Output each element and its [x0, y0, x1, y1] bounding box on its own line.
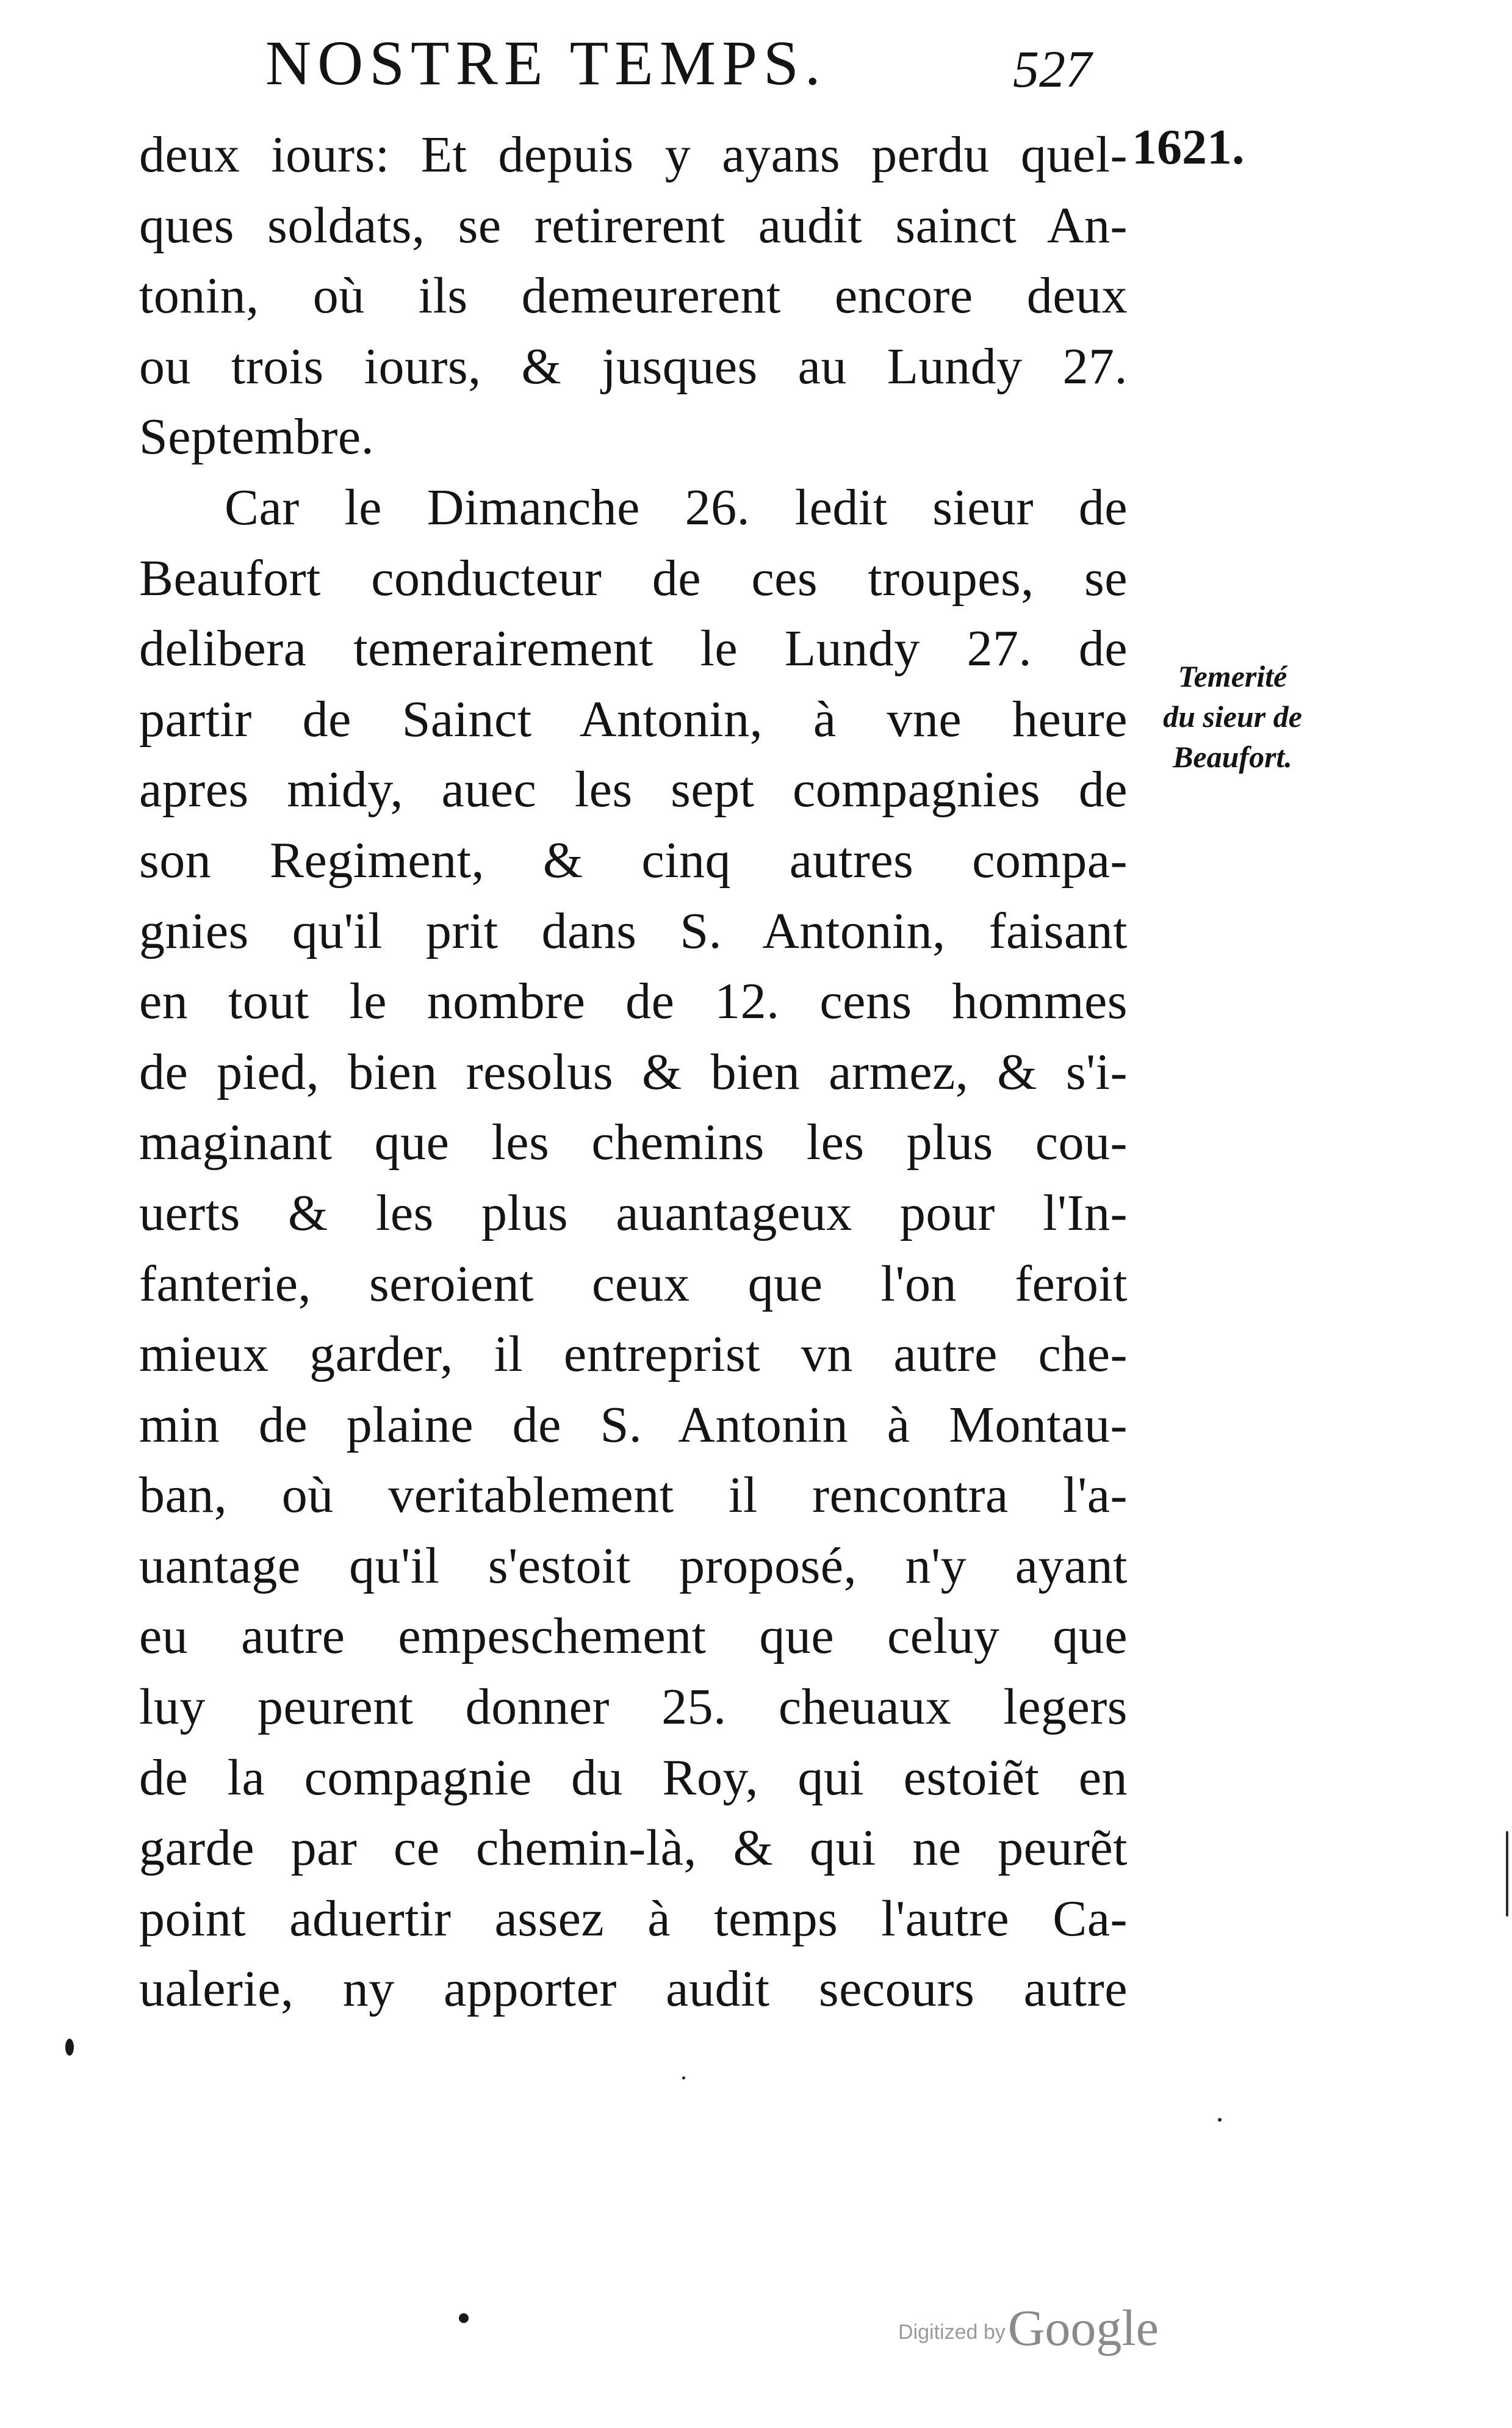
text-line: ban, où veritablement il rencontra l'a- [139, 1467, 1128, 1524]
text-line: en tout le nombre de 12. cens hommes [139, 973, 1128, 1030]
text-line: ques soldats, se retirerent audit sainct An- [139, 197, 1128, 254]
margin-note-line: Temerité [1178, 659, 1287, 693]
margin-note-line: du sieur de [1163, 699, 1302, 734]
text-line: de la compagnie du Roy, qui estoiẽt en [139, 1749, 1128, 1806]
text-line: apres midy, auec les sept compagnies de [139, 761, 1128, 818]
running-title: NOSTRE TEMPS. [265, 28, 827, 98]
text-line: garde par ce chemin-là, & qui ne peurẽt [139, 1819, 1128, 1877]
text-line: Beaufort conducteur de ces troupes, se [139, 549, 1128, 607]
text-line: gnies qu'il prit dans S. Antonin, faisant [139, 902, 1128, 959]
text-line: tonin, où ils demeurerent encore deux [139, 267, 1128, 325]
text-line: point aduertir assez à temps l'autre Ca- [139, 1890, 1128, 1947]
ink-speck [682, 2076, 685, 2079]
text-line: maginant que les chemins les plus cou- [139, 1114, 1128, 1171]
ink-speck [65, 2039, 74, 2056]
body-text [139, 120, 1128, 2025]
text-line: de pied, bien resolus & bien armez, & s'i- [139, 1043, 1128, 1100]
margin-note-line: Beaufort. [1173, 740, 1292, 774]
text-line: eu autre empeschement que celuy que [139, 1608, 1128, 1665]
page-number: 527 [1013, 40, 1092, 98]
text-line: ualerie, ny apporter audit secours autre [139, 1960, 1128, 2018]
text-line: son Regiment, & cinq autres compa- [139, 831, 1128, 889]
ink-speck [1218, 2118, 1222, 2122]
text-line: partir de Sainct Antonin, à vne heure [139, 690, 1128, 748]
digitization-watermark [898, 2299, 1159, 2358]
text-line: min de plaine de S. Antonin à Montau- [139, 1396, 1128, 1453]
digitized-by-label: Digitized by [898, 2321, 1006, 2344]
text-line: ou trois iours, & jusques au Lundy 27. [139, 338, 1128, 395]
ink-speck [1506, 1831, 1508, 1917]
margin-year: 1621. [1132, 119, 1245, 175]
text-line: mieux garder, il entreprist vn autre che- [139, 1326, 1128, 1383]
text-line: uerts & les plus auantageux pour l'In- [139, 1184, 1128, 1241]
text-line: deux iours: Et depuis y ayans perdu quel- [139, 126, 1128, 183]
text-line: delibera temerairement le Lundy 27. de [139, 620, 1128, 677]
margin-note [1132, 656, 1333, 777]
text-line: uantage qu'il s'estoit proposé, n'y ayant [139, 1537, 1128, 1594]
text-line: Septembre. [139, 408, 375, 466]
text-line: luy peurent donner 25. cheuaux legers [139, 1678, 1128, 1736]
ink-speck [459, 2313, 469, 2323]
text-line: Car le Dimanche 26. ledit sieur de [225, 479, 1128, 536]
google-wordmark: Google [1007, 2300, 1159, 2357]
text-line: fanterie, seroient ceux que l'on feroit [139, 1255, 1128, 1312]
